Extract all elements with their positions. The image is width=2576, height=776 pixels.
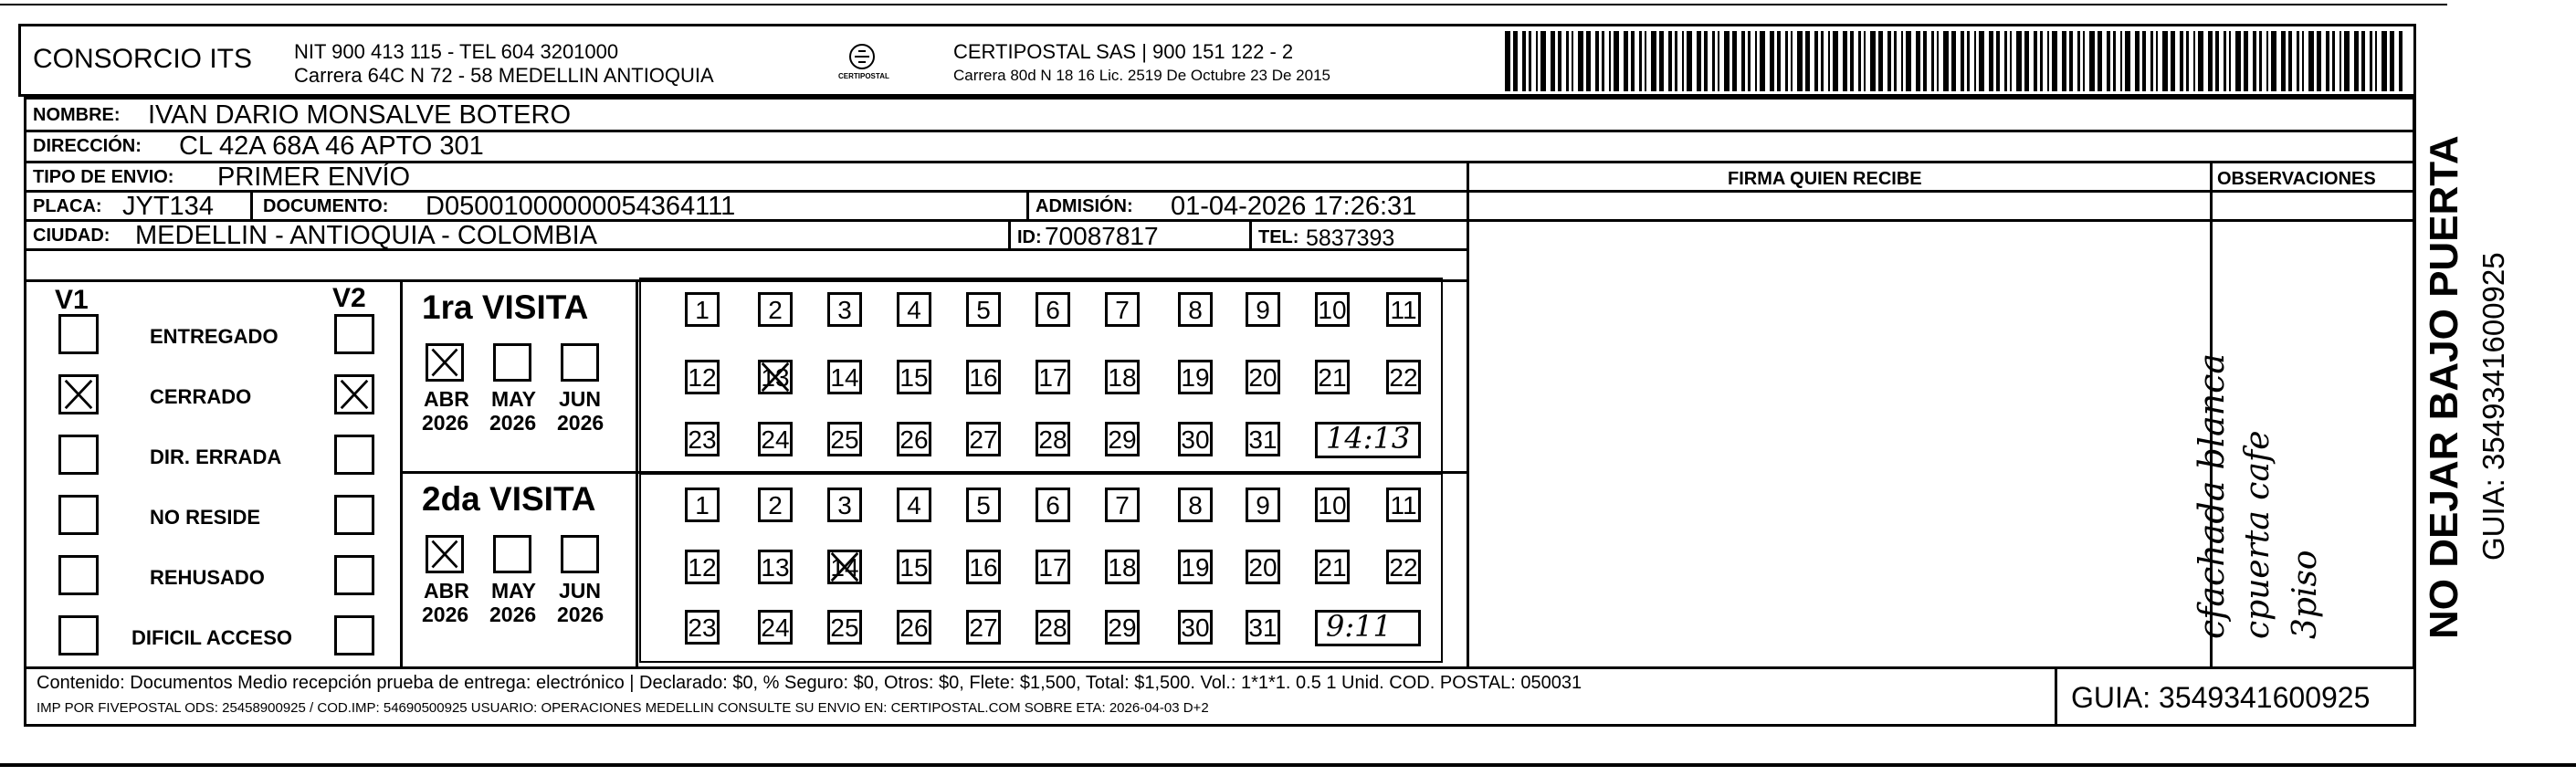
day-23-checkbox[interactable]: 23 bbox=[685, 422, 720, 456]
barcode-bar bbox=[1931, 31, 1934, 91]
status-option-label: REHUSADO bbox=[150, 566, 265, 589]
barcode-bar bbox=[1770, 31, 1774, 91]
month-label: ABR bbox=[424, 387, 469, 411]
status-option-label: CERRADO bbox=[150, 385, 252, 408]
month-label: MAY bbox=[491, 387, 536, 411]
barcode-bar bbox=[2259, 31, 2262, 91]
day-16-checkbox[interactable]: 16 bbox=[966, 550, 1001, 584]
month-label: MAY bbox=[491, 579, 536, 603]
year-label: 2026 bbox=[489, 411, 537, 435]
day-21-checkbox[interactable]: 21 bbox=[1315, 360, 1350, 394]
logo-label: CERTIPOSTAL bbox=[838, 72, 889, 80]
barcode-bar bbox=[1536, 31, 1538, 91]
cell-divider bbox=[250, 190, 253, 219]
status-option-label: DIR. ERRADA bbox=[150, 446, 282, 468]
month-checkbox[interactable] bbox=[493, 535, 531, 573]
day-29-checkbox[interactable]: 29 bbox=[1105, 422, 1140, 456]
day-21-checkbox[interactable]: 21 bbox=[1315, 550, 1350, 584]
address-label: DIRECCIÓN: bbox=[33, 136, 142, 156]
footer-guide: GUIA: 3549341600925 bbox=[2071, 681, 2371, 714]
barcode-bar bbox=[2235, 31, 2241, 91]
v2-checkbox-0[interactable] bbox=[334, 314, 374, 354]
day-23-checkbox[interactable]: 23 bbox=[685, 610, 720, 645]
barcode-bar bbox=[1639, 31, 1642, 91]
barcode-bar bbox=[2062, 31, 2066, 91]
barcode-bar bbox=[1967, 31, 1970, 91]
row-line bbox=[1467, 190, 2416, 193]
v1-checkbox-2[interactable] bbox=[58, 435, 99, 475]
barcode-bar bbox=[2370, 31, 2372, 91]
barcode-bar bbox=[2208, 31, 2213, 91]
barcode-bar bbox=[2186, 31, 2189, 91]
day-10-checkbox[interactable]: 10 bbox=[1315, 488, 1350, 522]
day-12-checkbox[interactable]: 12 bbox=[685, 550, 720, 584]
v1-label: V1 bbox=[55, 285, 89, 315]
barcode-bar bbox=[1878, 31, 1883, 91]
v2-checkbox-2[interactable] bbox=[334, 435, 374, 475]
barcode-bar bbox=[1828, 31, 1830, 91]
barcode-bar bbox=[2135, 31, 2140, 91]
barcode-bar bbox=[2180, 31, 2183, 91]
barcode-bar bbox=[2375, 31, 2377, 91]
barcode-bar bbox=[1578, 31, 1583, 91]
month-checkbox[interactable] bbox=[426, 535, 464, 573]
barcode-bar bbox=[2171, 31, 2175, 91]
barcode-bar bbox=[2332, 31, 2335, 91]
city-value: MEDELLIN - ANTIOQUIA - COLOMBIA bbox=[135, 221, 597, 250]
month-checkbox[interactable] bbox=[493, 343, 531, 382]
barcode-bar bbox=[1760, 31, 1765, 91]
day-18-checkbox[interactable]: 18 bbox=[1105, 550, 1140, 584]
barcode-bar bbox=[1609, 31, 1611, 91]
barcode-bar bbox=[1645, 31, 1646, 91]
barcode-bar bbox=[1595, 31, 1599, 91]
barcode-bar bbox=[2047, 31, 2049, 91]
cell-divider bbox=[1026, 190, 1029, 219]
day-4-checkbox[interactable]: 4 bbox=[897, 292, 931, 327]
admission-value: 01-04-2026 17:26:31 bbox=[1171, 192, 1417, 221]
day-27-checkbox[interactable]: 27 bbox=[966, 422, 1001, 456]
barcode-bar bbox=[1951, 31, 1956, 91]
barcode-bar bbox=[2229, 31, 2231, 91]
barcode-bar bbox=[1916, 31, 1920, 91]
day-31-checkbox[interactable]: 31 bbox=[1246, 610, 1280, 645]
day-26-checkbox[interactable]: 26 bbox=[897, 610, 931, 645]
document-value: D05001000000054364111 bbox=[426, 192, 736, 221]
day-20-checkbox[interactable]: 20 bbox=[1246, 550, 1280, 584]
barcode-bar bbox=[1785, 31, 1788, 91]
v2-label: V2 bbox=[332, 283, 366, 313]
day-13-checkbox[interactable]: 13 bbox=[758, 360, 793, 394]
day-16-checkbox[interactable]: 16 bbox=[966, 360, 1001, 394]
month-label: ABR bbox=[424, 579, 469, 603]
year-label: 2026 bbox=[557, 603, 605, 626]
day-5-checkbox[interactable]: 5 bbox=[966, 292, 1001, 327]
barcode-bar bbox=[2193, 31, 2195, 91]
barcode-bar bbox=[1937, 31, 1939, 91]
day-30-checkbox[interactable]: 30 bbox=[1178, 610, 1213, 645]
month-checkbox[interactable] bbox=[561, 535, 599, 573]
barcode-bar bbox=[2271, 31, 2276, 91]
barcode-bar bbox=[2266, 31, 2268, 91]
day-26-checkbox[interactable]: 26 bbox=[897, 422, 931, 456]
day-12-checkbox[interactable]: 12 bbox=[685, 360, 720, 394]
barcode-bar bbox=[2302, 31, 2304, 91]
barcode-bar bbox=[2390, 31, 2394, 91]
day-25-checkbox[interactable]: 25 bbox=[827, 610, 862, 645]
status-option-label: ENTREGADO bbox=[150, 325, 279, 348]
barcode-bar bbox=[1572, 31, 1573, 91]
barcode-bar bbox=[2354, 31, 2359, 91]
company-line1: NIT 900 413 115 - TEL 604 3201000 bbox=[294, 40, 619, 63]
observation-line-3: 3piso bbox=[2287, 550, 2324, 639]
v2-checkbox-3[interactable] bbox=[334, 495, 374, 535]
shipment-type-label: TIPO DE ENVIO: bbox=[33, 167, 174, 187]
barcode-bar bbox=[2016, 31, 2022, 91]
barcode-bar bbox=[2004, 31, 2007, 91]
day-8-checkbox[interactable]: 8 bbox=[1178, 292, 1213, 327]
day-3-checkbox[interactable]: 3 bbox=[827, 488, 862, 522]
day-2-checkbox[interactable]: 2 bbox=[758, 488, 793, 522]
footer-divider bbox=[2055, 666, 2057, 727]
document-label: DOCUMENTO: bbox=[263, 196, 389, 216]
day-7-checkbox[interactable]: 7 bbox=[1105, 488, 1140, 522]
barcode-bar bbox=[1961, 31, 1964, 91]
barcode-bar bbox=[2083, 31, 2085, 91]
observations-label: OBSERVACIONES bbox=[2217, 169, 2376, 189]
barcode-bar bbox=[2339, 31, 2341, 91]
barcode-bar bbox=[1923, 31, 1927, 91]
carrier-line2: Carrera 80d N 18 16 Lic. 2519 De Octubre 23 De 2015 bbox=[953, 67, 1330, 84]
barcode-bar bbox=[2034, 31, 2037, 91]
barcode-bar bbox=[2288, 31, 2292, 91]
day-6-checkbox[interactable]: 6 bbox=[1036, 488, 1070, 522]
day-24-checkbox[interactable]: 24 bbox=[758, 422, 793, 456]
barcode-bar bbox=[1614, 31, 1619, 91]
v2-checkbox-4[interactable] bbox=[334, 555, 374, 595]
v1-checkbox-1[interactable] bbox=[58, 374, 99, 414]
plate-label: PLACA: bbox=[33, 196, 102, 216]
barcode-bar bbox=[1797, 31, 1803, 91]
day-29-checkbox[interactable]: 29 bbox=[1105, 610, 1140, 645]
recipient-address: CL 42A 68A 46 APTO 301 bbox=[179, 131, 484, 161]
barcode-bar bbox=[2052, 31, 2057, 91]
tel-value: 5837393 bbox=[1306, 225, 1395, 251]
barcode-bar bbox=[2297, 31, 2299, 91]
day-11-checkbox[interactable]: 11 bbox=[1386, 292, 1421, 327]
signature-left-divider bbox=[1467, 161, 1469, 666]
day-8-checkbox[interactable]: 8 bbox=[1178, 488, 1213, 522]
barcode-bar bbox=[2198, 31, 2203, 91]
barcode-bar bbox=[1833, 31, 1838, 91]
day-15-checkbox[interactable]: 15 bbox=[897, 360, 931, 394]
barcode-bar bbox=[1755, 31, 1757, 91]
barcode-bar bbox=[2024, 31, 2029, 91]
v2-checkbox-1[interactable] bbox=[334, 374, 374, 414]
recipient-name: IVAN DARIO MONSALVE BOTERO bbox=[148, 100, 572, 130]
visit-time: 14:13 bbox=[1326, 421, 1411, 456]
barcode-bar bbox=[1732, 31, 1737, 91]
barcode-bar bbox=[1989, 31, 1993, 91]
barcode-bar bbox=[2308, 31, 2314, 91]
day-11-checkbox[interactable]: 11 bbox=[1386, 488, 1421, 522]
plate-value: JYT134 bbox=[122, 192, 214, 221]
barcode-bar bbox=[2120, 31, 2122, 91]
barcode-bar bbox=[1979, 31, 1984, 91]
admission-label: ADMISIÓN: bbox=[1036, 196, 1133, 216]
barcode-bar bbox=[1821, 31, 1824, 91]
barcode-bar bbox=[1887, 31, 1891, 91]
barcode-bar bbox=[2244, 31, 2248, 91]
day-31-checkbox[interactable]: 31 bbox=[1246, 422, 1280, 456]
barcode-bar bbox=[1505, 31, 1510, 91]
barcode-bar bbox=[2113, 31, 2116, 91]
day-28-checkbox[interactable]: 28 bbox=[1036, 610, 1070, 645]
barcode-bar bbox=[1805, 31, 1810, 91]
v1-checkbox-4[interactable] bbox=[58, 555, 99, 595]
year-label: 2026 bbox=[422, 411, 469, 435]
barcode bbox=[1505, 31, 2403, 91]
visit-time: 9:11 bbox=[1326, 609, 1392, 644]
barcode-bar bbox=[1558, 31, 1561, 91]
barcode-bar bbox=[1529, 31, 1531, 91]
visit-2-title: 2da VISITA bbox=[422, 480, 596, 518]
barcode-bar bbox=[1704, 31, 1708, 91]
barcode-bar bbox=[1906, 31, 1911, 91]
bottom-edge bbox=[0, 763, 2576, 767]
day-19-checkbox[interactable]: 19 bbox=[1178, 360, 1213, 394]
status-option-label: DIFICIL ACCESO bbox=[131, 626, 293, 649]
day-9-checkbox[interactable]: 9 bbox=[1246, 488, 1280, 522]
barcode-bar bbox=[1974, 31, 1976, 91]
day-14-checkbox[interactable]: 14 bbox=[827, 360, 862, 394]
barcode-bar bbox=[2162, 31, 2168, 91]
barcode-bar bbox=[1901, 31, 1903, 91]
barcode-bar bbox=[1566, 31, 1569, 91]
visit-1-title: 1ra VISITA bbox=[422, 288, 589, 326]
barcode-bar bbox=[1675, 31, 1677, 91]
day-13-checkbox[interactable]: 13 bbox=[758, 550, 793, 584]
barcode-bar bbox=[1741, 31, 1745, 91]
barcode-bar bbox=[1624, 31, 1628, 91]
barcode-bar bbox=[1586, 31, 1591, 91]
day-15-checkbox[interactable]: 15 bbox=[897, 550, 931, 584]
barcode-bar bbox=[2361, 31, 2365, 91]
year-label: 2026 bbox=[557, 411, 605, 435]
city-label: CIUDAD: bbox=[33, 225, 110, 246]
barcode-bar bbox=[1791, 31, 1793, 91]
barcode-bar bbox=[2224, 31, 2226, 91]
month-label: JUN bbox=[559, 387, 602, 411]
barcode-bar bbox=[1631, 31, 1635, 91]
barcode-bar bbox=[1682, 31, 1684, 91]
barcode-bar bbox=[1996, 31, 2000, 91]
barcode-bar bbox=[1540, 31, 1546, 91]
observation-line-2: cpuerta cafe bbox=[2239, 430, 2276, 639]
status-option-label: NO RESIDE bbox=[150, 506, 261, 529]
day-1-checkbox[interactable]: 1 bbox=[685, 292, 720, 327]
side-note: NO DEJAR BAJO PUERTA bbox=[2422, 135, 2466, 639]
certipostal-logo bbox=[835, 40, 889, 86]
footer-line-1: Contenido: Documentos Medio recepción prueba de entrega: electrónico | Declarado: $0, % Seguro: $0, Otros: $0, Flete: $1,500, Total: $1,500. Vol.: 1*1*1. 0.5 1 Unid. COD. POSTAL: 050031 bbox=[37, 673, 1582, 693]
day-25-checkbox[interactable]: 25 bbox=[827, 422, 862, 456]
tel-label: TEL: bbox=[1258, 227, 1299, 247]
company-line2: Carrera 64C N 72 - 58 MEDELLIN ANTIOQUIA bbox=[294, 64, 714, 87]
barcode-bar bbox=[2156, 31, 2158, 91]
barcode-bar bbox=[2281, 31, 2286, 91]
day-17-checkbox[interactable]: 17 bbox=[1036, 360, 1070, 394]
barcode-bar bbox=[2142, 31, 2146, 91]
barcode-bar bbox=[1858, 31, 1861, 91]
day-mark bbox=[758, 360, 793, 394]
barcode-bar bbox=[1602, 31, 1604, 91]
cell-divider bbox=[1249, 219, 1252, 248]
barcode-bar bbox=[2040, 31, 2043, 91]
day-17-checkbox[interactable]: 17 bbox=[1036, 550, 1070, 584]
year-label: 2026 bbox=[489, 603, 537, 626]
day-mark bbox=[827, 550, 862, 584]
day-24-checkbox[interactable]: 24 bbox=[758, 610, 793, 645]
barcode-bar bbox=[1748, 31, 1751, 91]
barcode-bar bbox=[2399, 31, 2403, 91]
day-30-checkbox[interactable]: 30 bbox=[1178, 422, 1213, 456]
month-label: JUN bbox=[559, 579, 602, 603]
barcode-bar bbox=[1651, 31, 1656, 91]
barcode-bar bbox=[2089, 31, 2095, 91]
barcode-bar bbox=[1513, 31, 1518, 91]
barcode-bar bbox=[1814, 31, 1818, 91]
barcode-bar bbox=[1894, 31, 1897, 91]
day-27-checkbox[interactable]: 27 bbox=[966, 610, 1001, 645]
day-6-checkbox[interactable]: 6 bbox=[1036, 292, 1070, 327]
barcode-bar bbox=[2069, 31, 2073, 91]
day-10-checkbox[interactable]: 10 bbox=[1315, 292, 1350, 327]
day-19-checkbox[interactable]: 19 bbox=[1178, 550, 1213, 584]
month-checkbox[interactable] bbox=[561, 343, 599, 382]
barcode-bar bbox=[1551, 31, 1555, 91]
day-22-checkbox[interactable]: 22 bbox=[1386, 550, 1421, 584]
barcode-bar bbox=[1864, 31, 1866, 91]
day-22-checkbox[interactable]: 22 bbox=[1386, 360, 1421, 394]
barcode-bar bbox=[1697, 31, 1701, 91]
year-label: 2026 bbox=[422, 603, 469, 626]
barcode-bar bbox=[2215, 31, 2219, 91]
barcode-bar bbox=[2317, 31, 2321, 91]
carrier-line1: CERTIPOSTAL SAS | 900 151 122 - 2 bbox=[953, 40, 1294, 63]
footer-line-2: IMP POR FIVEPOSTAL ODS: 25458900925 / COD.IMP: 54690500925 USUARIO: OPERACIONES MEDELLIN CONSULTE SU ENVIO EN: CERTIPOSTAL.COM SOBRE ETA: 2026-04-03 D+2 bbox=[37, 700, 1209, 716]
footer-line bbox=[24, 666, 2416, 669]
barcode-bar bbox=[1777, 31, 1781, 91]
barcode-bar bbox=[2326, 31, 2329, 91]
day-2-checkbox[interactable]: 2 bbox=[758, 292, 793, 327]
barcode-bar bbox=[2098, 31, 2102, 91]
day-4-checkbox[interactable]: 4 bbox=[897, 488, 931, 522]
day-9-checkbox[interactable]: 9 bbox=[1246, 292, 1280, 327]
right-column-divider bbox=[2413, 97, 2415, 666]
day-28-checkbox[interactable]: 28 bbox=[1036, 422, 1070, 456]
shipment-type: PRIMER ENVÍO bbox=[217, 163, 411, 192]
barcode-bar bbox=[2077, 31, 2080, 91]
barcode-bar bbox=[2107, 31, 2110, 91]
id-label: ID: bbox=[1017, 227, 1042, 247]
barcode-bar bbox=[1522, 31, 1526, 91]
observation-line-1: cfachada blanca bbox=[2192, 352, 2232, 639]
day-18-checkbox[interactable]: 18 bbox=[1105, 360, 1140, 394]
day-20-checkbox[interactable]: 20 bbox=[1246, 360, 1280, 394]
barcode-bar bbox=[1718, 31, 1719, 91]
v1-checkbox-5[interactable] bbox=[58, 615, 99, 655]
barcode-bar bbox=[1843, 31, 1847, 91]
barcode-bar bbox=[1687, 31, 1692, 91]
month-checkbox[interactable] bbox=[426, 343, 464, 382]
cell-divider bbox=[1008, 219, 1011, 248]
day-14-checkbox[interactable]: 14 bbox=[827, 550, 862, 584]
barcode-bar bbox=[1850, 31, 1854, 91]
name-label: NOMBRE: bbox=[33, 105, 121, 125]
barcode-bar bbox=[1668, 31, 1672, 91]
barcode-bar bbox=[1870, 31, 1876, 91]
day-7-checkbox[interactable]: 7 bbox=[1105, 292, 1140, 327]
day-3-checkbox[interactable]: 3 bbox=[827, 292, 862, 327]
v2-checkbox-5[interactable] bbox=[334, 615, 374, 655]
barcode-bar bbox=[2381, 31, 2387, 91]
day-1-checkbox[interactable]: 1 bbox=[685, 488, 720, 522]
barcode-bar bbox=[1724, 31, 1730, 91]
barcode-bar bbox=[2125, 31, 2130, 91]
barcode-bar bbox=[2344, 31, 2350, 91]
id-value: 70087817 bbox=[1045, 222, 1159, 250]
side-guide: GUIA: 3549341600925 bbox=[2476, 252, 2510, 561]
company-name: CONSORCIO ITS bbox=[33, 44, 253, 74]
barcode-bar bbox=[2253, 31, 2256, 91]
barcode-bar bbox=[1943, 31, 1949, 91]
receiver-signature-label: FIRMA QUIEN RECIBE bbox=[1728, 169, 1922, 189]
barcode-bar bbox=[2010, 31, 2012, 91]
v1-checkbox-0[interactable] bbox=[58, 314, 99, 354]
barcode-bar bbox=[2150, 31, 2153, 91]
barcode-bar bbox=[1712, 31, 1715, 91]
day-5-checkbox[interactable]: 5 bbox=[966, 488, 1001, 522]
top-edge bbox=[0, 4, 2447, 5]
barcode-bar bbox=[1659, 31, 1664, 91]
v1-checkbox-3[interactable] bbox=[58, 495, 99, 535]
